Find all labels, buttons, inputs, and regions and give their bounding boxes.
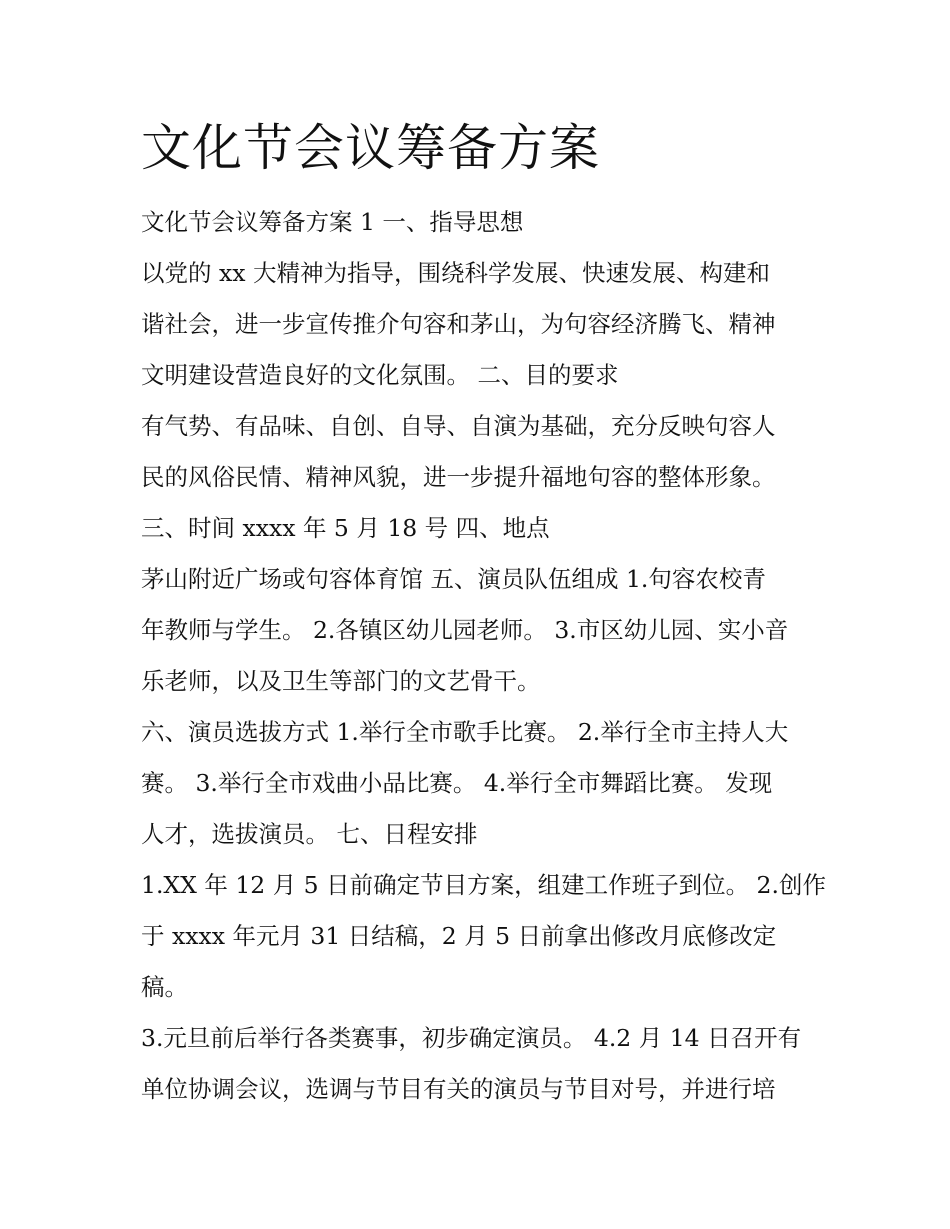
- text-line: 年教师与学生。 2.各镇区幼儿园老师。 3.市区幼儿园、实小音: [141, 616, 789, 644]
- text-line: 文化节会议筹备方案 1 一、指导思想: [141, 208, 524, 236]
- text-line: 有气势、有品味、自创、自导、自演为基础，充分反映句容人: [141, 412, 776, 440]
- text-line: 稿。: [141, 973, 188, 1001]
- text-line: 赛。 3.举行全市戏曲小品比赛。 4.举行全市舞蹈比赛。 发现: [141, 769, 773, 797]
- text-line: 文明建设营造良好的文化氛围。 二、目的要求: [141, 361, 619, 389]
- document-title: 文化节会议筹备方案: [141, 119, 600, 177]
- text-line: 1.XX 年 12 月 5 日前确定节目方案，组建工作班子到位。 2.创作: [141, 871, 826, 899]
- text-line: 单位协调会议，选调与节目有关的演员与节目对号，并进行培: [141, 1075, 776, 1103]
- text-line: 于 xxxx 年元月 31 日结稿，2 月 5 日前拿出修改月底修改定: [141, 922, 777, 950]
- text-line: 民的风俗民情、精神风貌，进一步提升福地句容的整体形象。: [141, 463, 776, 491]
- text-line: 人才，选拔演员。 七、日程安排: [141, 820, 478, 848]
- text-line: 以党的 xx 大精神为指导，围绕科学发展、快速发展、构建和: [141, 259, 770, 287]
- text-line: 3.元旦前后举行各类赛事，初步确定演员。 4.2 月 14 日召开有: [141, 1024, 802, 1052]
- text-line: 乐老师，以及卫生等部门的文艺骨干。: [141, 667, 541, 695]
- text-line: 谐社会，进一步宣传推介句容和茅山，为句容经济腾飞、精神: [141, 310, 776, 338]
- text-line: 三、时间 xxxx 年 5 月 18 号 四、地点: [141, 514, 550, 542]
- text-line: 六、演员选拔方式 1.举行全市歌手比赛。 2.举行全市主持人大: [141, 718, 789, 746]
- text-line: 茅山附近广场或句容体育馆 五、演员队伍组成 1.句容农校青: [141, 565, 766, 593]
